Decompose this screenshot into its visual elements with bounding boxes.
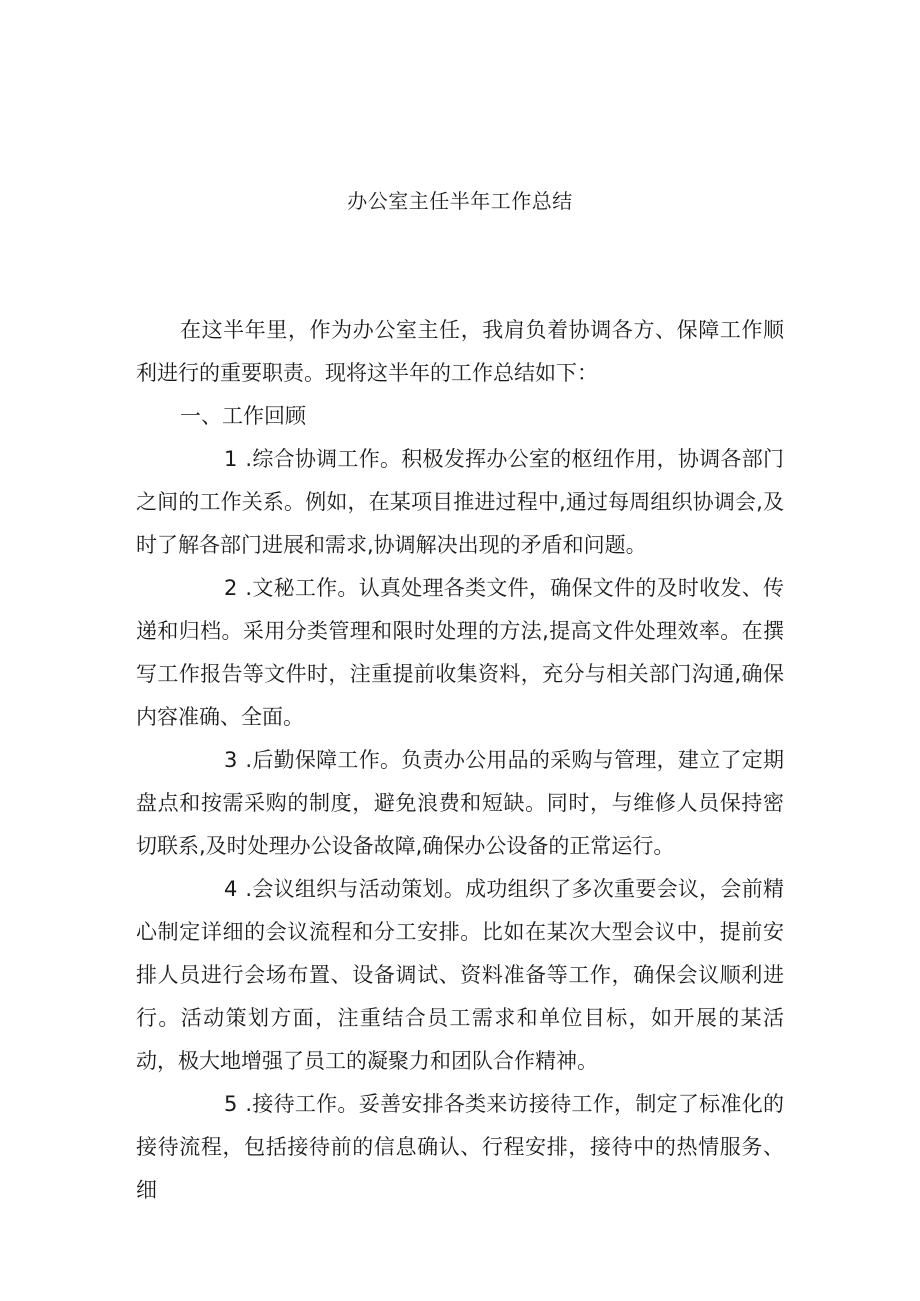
item-text: .后勤保障工作。负责办公用品的采购与管理，建立了定期盘点和按需采购的制度，避免浪费和短缺。同时，与维修人员保持密切联系,及时处理办公设备故障,确保办公设备的正常运行。 [136,748,784,858]
list-item [136,567,784,739]
item-number: 1 [224,447,238,471]
document-title: 办公室主任半年工作总结 [347,189,573,213]
section-heading: 一、工作回顾 [180,404,306,428]
item-text: .综合协调工作。积极发挥办公室的枢纽作用，协调各部门之间的工作关系。例如，在某项目推进过程中,通过每周组织协调会,及时了解各部门进展和需求,协调解决出现的矛盾和问题。 [136,447,784,557]
list-item [136,1083,784,1212]
list-item [136,739,784,868]
item-number: 5 [224,1092,238,1116]
list-item [136,438,784,567]
document-body [136,309,784,1212]
item-text: .会议组织与活动策划。成功组织了多次重要会议，会前精心制定详细的会议流程和分工安排。比如在某次大型会议中，提前安排人员进行会场布置、设备调试、资料准备等工作，确保会议顺利进行。活动策划方面，注重结合员工需求和单位目标，如开展的某活动，极大地增强了员工的凝聚力和团队合作精神。 [136,877,784,1073]
intro-paragraph: 在这半年里，作为办公室主任，我肩负着协调各方、保障工作顺利进行的重要职责。现将这半年的工作总结如下： [136,318,784,385]
list-item [136,868,784,1083]
item-number: 2 [224,576,238,600]
item-text: .接待工作。妥善安排各类来访接待工作，制定了标准化的接待流程，包括接待前的信息确认、行程安排，接待中的热情服务、细 [136,1092,784,1202]
item-number: 3 [224,748,238,772]
item-number: 4 [224,877,238,901]
item-text: .文秘工作。认真处理各类文件，确保文件的及时收发、传递和归档。采用分类管理和限时处理的方法,提高文件处理效率。在撰写工作报告等文件时，注重提前收集资料，充分与相关部门沟通,确保内容准确、全面。 [136,576,784,729]
